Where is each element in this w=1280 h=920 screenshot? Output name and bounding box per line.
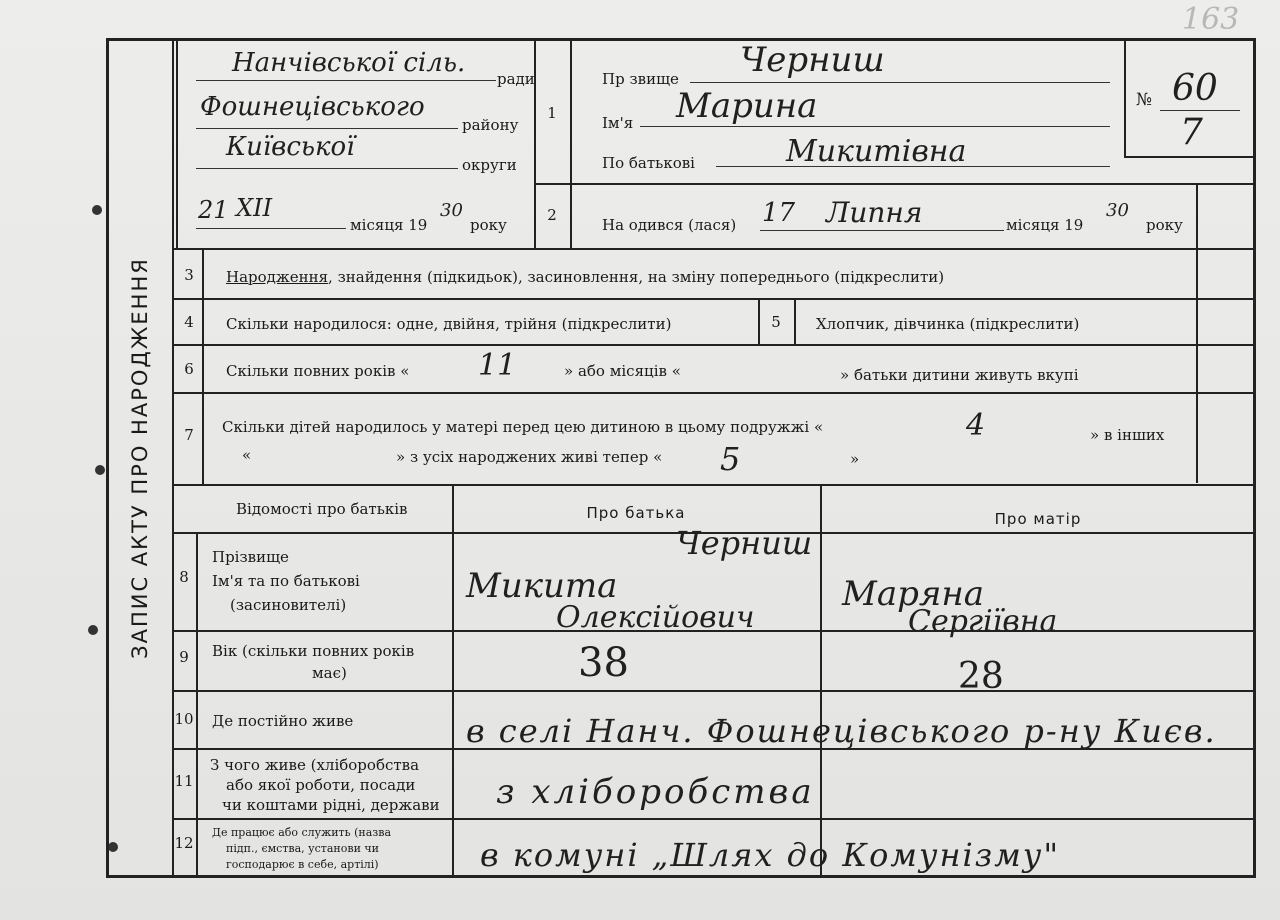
row-3-text [226, 268, 944, 286]
row-11-label-3: чи коштами рідні, держави [222, 796, 440, 814]
col-header-mother: Про матір [994, 510, 1082, 528]
divider [172, 392, 1256, 394]
born-line [760, 230, 1004, 231]
row-5-number: 5 [771, 313, 781, 331]
divider [172, 40, 174, 876]
born-suffix: року [1146, 216, 1183, 234]
raion-value: Фошнецівського [200, 92, 425, 122]
patronymic-label: По батькові [602, 154, 695, 172]
row-11-label-2: або якої роботи, посади [226, 776, 416, 794]
row-12-number: 12 [174, 834, 194, 852]
number-line [1160, 110, 1240, 111]
father-surname: Черниш [676, 524, 813, 562]
row-6-text-c: » батьки дитини живуть вкупі [840, 366, 1079, 384]
binding-hole [88, 625, 98, 635]
page-number: 163 [1182, 2, 1240, 37]
occupation-value: з хліборобства [496, 772, 815, 812]
okruga-line [196, 168, 458, 169]
surname-label: Пр звище [602, 70, 679, 88]
workplace-value: в комуні „Шлях до Комунізму" [480, 836, 1061, 874]
row-8-label-1: Прізвище [212, 548, 289, 566]
raion-label: району [462, 116, 519, 134]
born-day: 17 [762, 198, 796, 228]
okruga-value: Київської [226, 132, 355, 162]
date-suffix: року [470, 216, 507, 234]
divider [534, 183, 1256, 185]
okruga-label: округи [462, 156, 517, 174]
date-line [196, 228, 346, 229]
side-title: ЗАПИС АКТУ ПРО НАРОДЖЕННЯ [128, 257, 152, 659]
row-10-label: Де постійно живе [212, 712, 354, 730]
col-header-parents: Відомості про батьків [236, 500, 408, 518]
row-9-label-1: Вік (скільки повних років [212, 642, 415, 660]
rada-value: Нанчівської сіль. [232, 48, 466, 78]
row-11-number: 11 [174, 772, 194, 790]
row-7-number: 7 [184, 426, 194, 444]
mother-name: Маряна [842, 574, 985, 614]
row-7-text-a: Скільки дітей народилось у матері перед цею дитиною в цьому подружжі « [222, 418, 824, 436]
row-4-number: 4 [184, 313, 194, 331]
row-6-text-b: » або місяців « [564, 362, 681, 380]
name-label: Ім'я [602, 114, 634, 132]
born-month-label: місяця 19 [1006, 216, 1084, 234]
divider [172, 484, 1256, 486]
row-6-text-a: Скільки повних років « [226, 362, 410, 380]
name-line [640, 126, 1110, 127]
row-8-label-3: (засиновителі) [230, 596, 347, 614]
name-value: Марина [676, 86, 818, 126]
row-7-text-e: » [850, 450, 860, 468]
born-month: Липня [826, 196, 923, 229]
divider [1124, 40, 1126, 158]
date-year: 30 [440, 200, 463, 221]
raion-line [196, 128, 458, 129]
row-3-number: 3 [184, 266, 194, 284]
residence-value: в селі Нанч. Фошнецівського р-ну Києв. [466, 712, 1217, 750]
col-header-father: Про батька [586, 504, 686, 522]
surname-line [690, 82, 1110, 83]
row-9-label-2: має) [312, 664, 347, 682]
divider [172, 248, 1256, 250]
divider [1196, 183, 1198, 483]
number-value: 60 [1172, 68, 1218, 109]
binding-hole [92, 205, 102, 215]
divider [176, 40, 178, 250]
row-12-label-1: Де працює або служить (назва [212, 826, 392, 839]
box-2-number: 2 [547, 206, 557, 224]
patronymic-value: Микитівна [786, 134, 967, 169]
father-age: 38 [578, 640, 629, 686]
row-11-label-1: З чого живе (хліборобства [210, 756, 420, 774]
row-4-text: Скільки народилося: одне, двійня, трійня (підкреслити) [226, 315, 672, 333]
row-6-number: 6 [184, 360, 194, 378]
row-7-text-b: » в інших [1090, 426, 1165, 444]
divider [172, 298, 1256, 300]
divider [1124, 156, 1256, 158]
row-7-text-c: « [242, 446, 252, 464]
mother-age: 28 [958, 656, 1004, 697]
divider [172, 818, 1256, 820]
surname-value: Черниш [740, 40, 885, 80]
divider [202, 250, 204, 484]
row-3-rest: , знайдення (підкидьок), засиновлення, на зміну попереднього (підкреслити) [328, 268, 945, 286]
divider [794, 298, 796, 344]
row-8-number: 8 [179, 568, 189, 586]
row-3-underlined: Народження [226, 268, 329, 286]
mother-patronymic: Сергіївна [908, 604, 1058, 639]
row-7-value-a: 4 [966, 408, 986, 443]
row-5-text: Хлопчик, дівчинка (підкреслити) [816, 315, 1080, 333]
number-sub: 7 [1180, 112, 1203, 153]
divider [172, 344, 1256, 346]
rada-label: ради [497, 70, 535, 88]
divider [172, 690, 1256, 692]
born-label: На одився (лася) [602, 216, 737, 234]
date-day: 21 [198, 196, 229, 224]
row-6-years: 11 [478, 348, 517, 383]
rada-line [196, 80, 496, 81]
date-month: XII [236, 194, 273, 222]
born-year: 30 [1106, 200, 1129, 221]
box-1-number: 1 [547, 104, 557, 122]
binding-hole [95, 465, 105, 475]
divider [196, 532, 198, 876]
row-8-label-2: Ім'я та по батькові [212, 572, 360, 590]
number-label: № [1136, 90, 1153, 110]
row-10-number: 10 [174, 710, 194, 728]
father-patronymic: Олексійович [556, 600, 755, 635]
row-7-text-d: » з усіх народжених живі тепер « [396, 448, 663, 466]
row-9-number: 9 [179, 648, 189, 666]
row-12-label-2: підп., ємства, установи чи [226, 842, 380, 855]
date-label: місяця 19 [350, 216, 428, 234]
father-name: Микита [466, 566, 618, 606]
divider [570, 40, 572, 250]
row-12-label-3: господарює в себе, артілі) [226, 858, 379, 871]
row-7-value-b: 5 [720, 440, 741, 478]
